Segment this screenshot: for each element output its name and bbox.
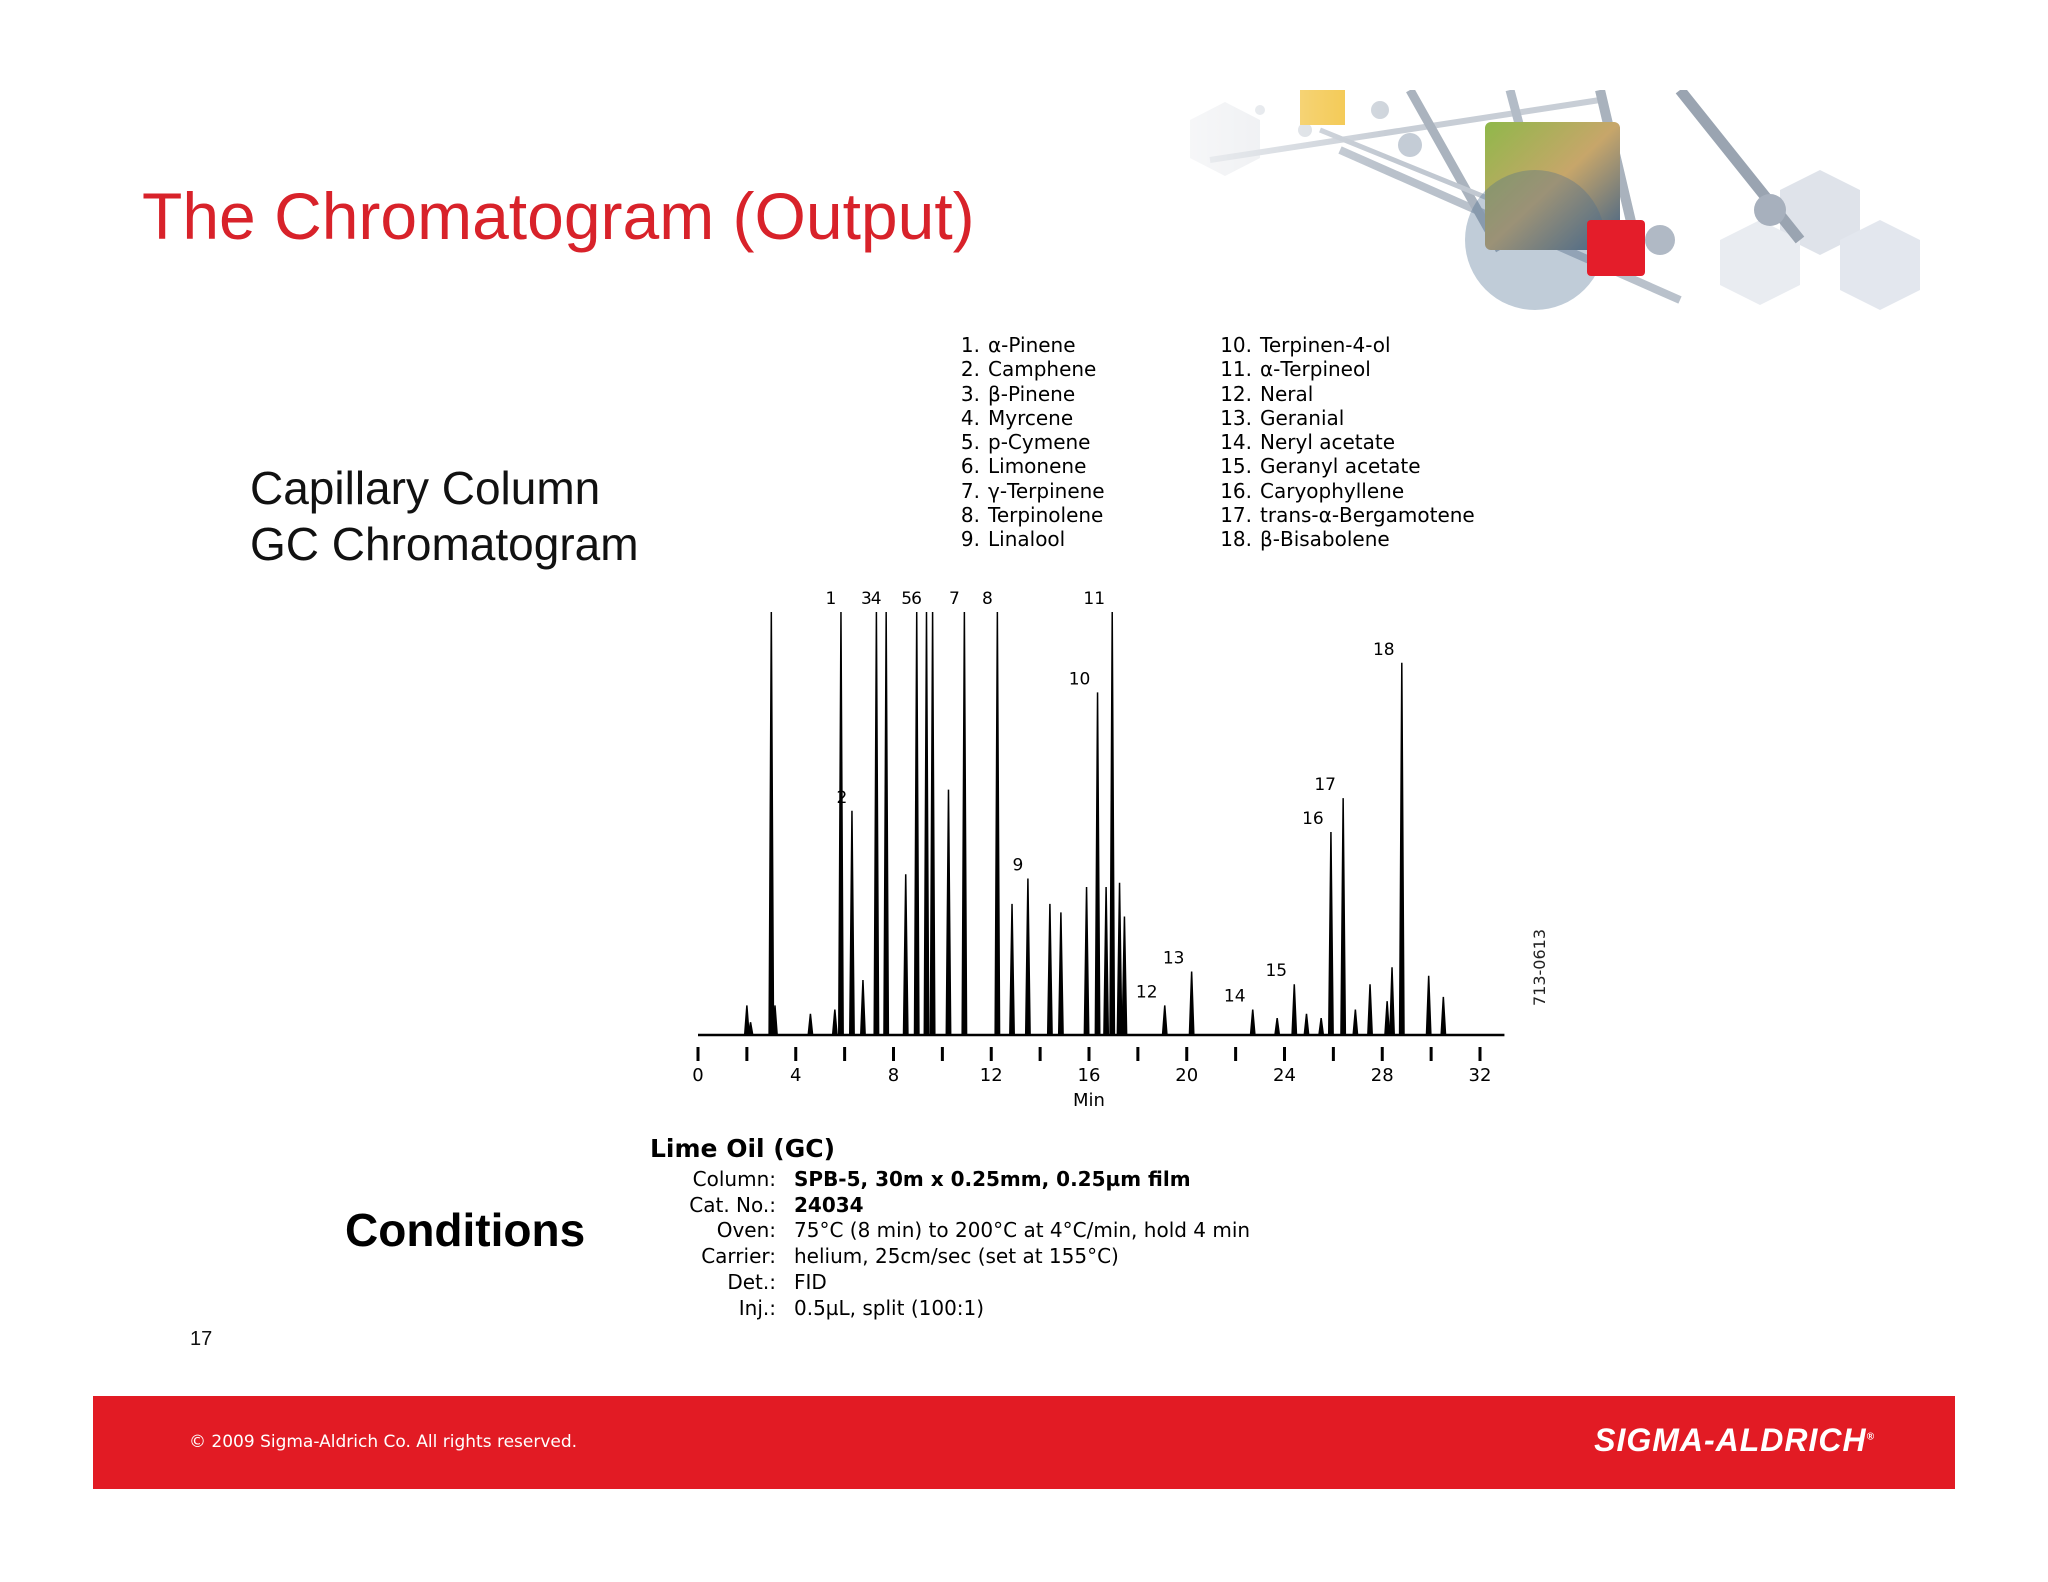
chromatogram-peak <box>1341 798 1345 1035</box>
legend-compound: β-Pinene <box>988 381 1076 406</box>
chromatogram-peak <box>808 1014 812 1035</box>
copyright-text: © 2009 Sigma-Aldrich Co. All rights reserved. <box>189 1432 578 1452</box>
chromatogram-trace <box>698 589 1504 1035</box>
condition-value: 24034 <box>794 1192 864 1217</box>
chromatogram-peak <box>962 612 966 1035</box>
legend-number: 15. <box>1220 454 1252 479</box>
peak-label: 15 <box>1265 961 1288 982</box>
peak-label: 5 <box>901 589 913 609</box>
x-tick-label: 4 <box>790 1065 802 1086</box>
slide-title: The Chromatogram (Output) <box>142 179 975 253</box>
chromatogram-peak <box>1368 984 1372 1035</box>
chromatogram-peak <box>1095 692 1099 1035</box>
condition-value: helium, 25cm/sec (set at 155°C) <box>794 1244 1119 1269</box>
chromatogram-peak <box>1385 1001 1389 1035</box>
condition-row <box>650 1244 1250 1270</box>
legend-compound: Myrcene <box>988 405 1074 430</box>
legend-number: 18. <box>1220 527 1252 552</box>
condition-value: SPB-5, 30m x 0.25mm, 0.25µm film <box>794 1167 1191 1191</box>
peak-label: 6 <box>911 589 922 609</box>
x-tick-label: 20 <box>1175 1065 1199 1086</box>
condition-label: Det.: <box>727 1269 776 1294</box>
chromatogram-peak <box>1189 972 1193 1035</box>
conditions-title: Lime Oil (GC) <box>650 1134 836 1163</box>
condition-row <box>650 1296 1250 1322</box>
condition-value: FID <box>794 1269 827 1294</box>
legend-compound: Terpinolene <box>988 503 1104 528</box>
x-axis <box>692 1047 1491 1086</box>
chromatogram-peak <box>1026 878 1030 1035</box>
chromatogram-peak <box>946 790 950 1035</box>
chromatogram-peak <box>839 612 843 1035</box>
chromatogram-peak <box>1353 1010 1357 1035</box>
chromatogram-peak <box>1084 887 1088 1035</box>
legend-number: 8. <box>960 503 980 528</box>
brand-name: SIGMA-ALDRICH <box>1594 1422 1867 1458</box>
x-tick-label: 0 <box>692 1065 704 1086</box>
chromatogram-peak <box>915 612 919 1035</box>
chromatogram-peak <box>1441 997 1445 1035</box>
legend-compound: Geranyl acetate <box>1260 454 1421 479</box>
condition-value: 0.5µL, split (100:1) <box>794 1295 985 1320</box>
registered-mark: ® <box>1866 1431 1875 1443</box>
x-tick-label: 8 <box>887 1065 900 1086</box>
chromatogram-peak <box>1059 912 1063 1035</box>
x-tick-label: 16 <box>1077 1065 1101 1086</box>
legend-number: 2. <box>960 357 980 382</box>
x-tick-label: 24 <box>1273 1065 1296 1086</box>
chromatogram-peak <box>1251 1010 1255 1035</box>
subtitle-line-1: Capillary Column <box>250 462 601 514</box>
x-tick-label: 32 <box>1468 1065 1492 1086</box>
legend-compound: p-Cymene <box>988 430 1091 455</box>
legend-number: 10. <box>1220 333 1252 357</box>
chromatogram-peak <box>1117 883 1121 1035</box>
legend-compound: Limonene <box>988 454 1087 479</box>
footer-bar <box>93 1396 1955 1489</box>
legend-compound: γ-Terpinene <box>988 478 1105 503</box>
peak-label: 17 <box>1314 775 1336 796</box>
condition-label: Carrier: <box>701 1244 776 1269</box>
subtitle-line-2: GC Chromatogram <box>250 518 639 570</box>
legend-number: 3. <box>960 381 980 406</box>
legend-compound: trans-α-Bergamotene <box>1260 503 1475 528</box>
condition-value: 75°C (8 min) to 200°C at 4°C/min, hold 4 min <box>794 1218 1251 1243</box>
chromatogram-peak <box>884 612 888 1035</box>
peak-label: 9 <box>1012 855 1024 876</box>
chromatogram-peak <box>1329 832 1333 1035</box>
chromatogram-peak <box>1304 1014 1308 1035</box>
legend-compound: β-Bisabolene <box>1260 527 1390 552</box>
legend-compound: α-Pinene <box>988 333 1076 357</box>
legend-number: 14. <box>1220 430 1252 455</box>
chromatogram-peak <box>1010 904 1014 1035</box>
legend-compound: Caryophyllene <box>1260 478 1405 503</box>
condition-label: Column: <box>692 1167 776 1191</box>
legend-compound: Camphene <box>988 357 1097 382</box>
chromatogram-peak <box>924 612 928 1035</box>
legend-compound: Neryl acetate <box>1260 430 1396 455</box>
chromatogram-peak <box>833 1010 837 1035</box>
legend-compound: Linalool <box>988 527 1066 552</box>
chromatogram-peak <box>1275 1018 1279 1035</box>
peak-label: 8 <box>981 589 993 609</box>
legend-number: 5. <box>960 430 980 455</box>
chromatogram-peak <box>1426 976 1430 1035</box>
peak-label: 13 <box>1162 948 1185 969</box>
peak-label: 11 <box>1083 589 1106 609</box>
peak-label: 2 <box>836 787 848 808</box>
chromatogram-peak <box>904 874 908 1035</box>
chromatogram-peak <box>1048 904 1052 1035</box>
chromatogram-peak <box>930 612 934 1035</box>
legend-number: 6. <box>960 454 980 479</box>
legend-number: 17. <box>1220 503 1252 528</box>
legend-number: 4. <box>960 405 980 430</box>
chromatogram-peak <box>874 612 878 1035</box>
condition-row <box>650 1270 1250 1296</box>
condition-row <box>650 1167 1250 1193</box>
condition-label: Cat. No.: <box>689 1192 776 1217</box>
peak-label: 14 <box>1223 986 1246 1007</box>
chromatogram-peak <box>1163 1005 1167 1035</box>
chromatogram-peak <box>1319 1018 1323 1035</box>
chromatogram-peak <box>995 612 999 1035</box>
chromatogram-peak <box>1110 612 1114 1035</box>
chromatogram-peak <box>769 612 773 1035</box>
legend-compound: Neral <box>1260 381 1314 406</box>
condition-label: Oven: <box>716 1218 776 1243</box>
peak-label: 12 <box>1135 982 1158 1003</box>
legend-compound: α-Terpineol <box>1260 357 1371 382</box>
legend-number: 13. <box>1220 405 1252 430</box>
page-number: 17 <box>190 1328 213 1350</box>
x-tick-label: 12 <box>979 1065 1003 1086</box>
chromatogram-peak <box>1400 663 1404 1035</box>
legend-number: 16. <box>1220 478 1252 503</box>
sigma-aldrich-logo <box>1594 1422 1875 1459</box>
legend-number: 7. <box>960 478 980 503</box>
peak-label: 3 <box>860 589 872 609</box>
peak-label: 7 <box>948 589 960 609</box>
legend-number: 12. <box>1220 381 1252 406</box>
x-tick-label: 28 <box>1370 1065 1394 1086</box>
legend-compound: Terpinen-4-ol <box>1260 333 1391 357</box>
legend-number: 1. <box>960 333 980 357</box>
legend-number: 11. <box>1220 357 1252 382</box>
chromatogram-peak <box>850 811 854 1035</box>
condition-label: Inj.: <box>738 1295 776 1320</box>
chromatogram-peak <box>1390 967 1394 1035</box>
conditions-table <box>650 1134 1250 1321</box>
chromatogram-peak <box>861 980 865 1035</box>
chromatogram-peak <box>1292 984 1296 1035</box>
conditions-heading: Conditions <box>345 1204 586 1256</box>
peak-label: 18 <box>1372 639 1395 660</box>
chromatogram-peak <box>1104 887 1108 1035</box>
x-axis-label: Min <box>1073 1090 1105 1111</box>
condition-row <box>650 1193 1250 1219</box>
peak-label: 4 <box>870 589 882 609</box>
peak-label: 16 <box>1302 808 1324 829</box>
figure-code: 713-0613 <box>1530 928 1549 1006</box>
legend-compound: Geranial <box>1260 405 1345 430</box>
legend-number: 9. <box>960 527 980 552</box>
condition-row <box>650 1218 1250 1244</box>
peak-label: 1 <box>825 589 837 609</box>
peak-label: 10 <box>1068 669 1091 690</box>
chromatogram-peak <box>1122 917 1126 1035</box>
